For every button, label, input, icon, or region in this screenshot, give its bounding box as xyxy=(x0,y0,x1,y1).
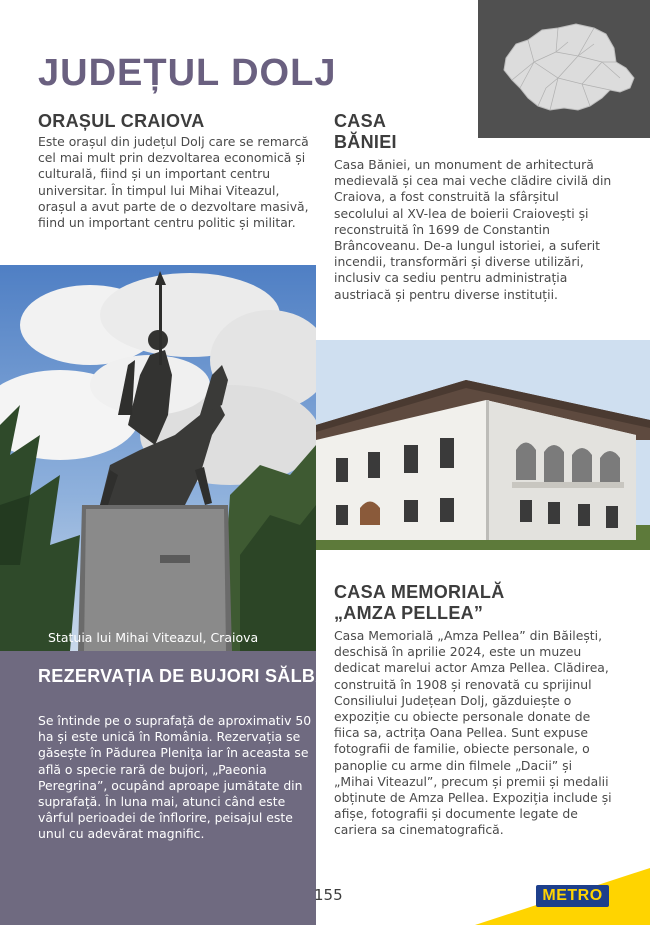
romania-map-icon xyxy=(498,22,638,118)
craiova-text: Este orașul din județul Dolj care se remarcă cel mai mult prin dezvoltarea economică și culturală, fiind și un important centru universitar. În timpul lui Mihai Viteazul, orașul a avut parte de o dezvoltare masivă, fiind un important centru politic și militar. xyxy=(38,134,309,231)
map-panel xyxy=(478,0,650,138)
page-title: JUDEȚUL DOLJ xyxy=(38,52,337,94)
bujori-heading: REZERVAȚIA DE BUJORI SĂLBATICI PLENIȚA xyxy=(38,666,447,686)
baniei-text: Casa Băniei, un monument de arhitectură medievală și cea mai veche clădire civilă din Craiova, a fost construită la sfârșitul secolului al XV-lea de boierii Craiovești și reconstruită în 1699 de Constantin Brâncoveanu. De-a lungul istoriei, a suferit incendii, transformări și diverse utilizări, inclusiv ca sediu pentru administrația austriacă și pentru diverse instituții. xyxy=(334,157,612,302)
page-number: 155 xyxy=(314,886,343,904)
bujori-text: Se întinde pe o suprafață de aproximativ 50 ha și este unică în România. Rezervația se găsește în Pădurea Plenița iar în aceasta se află o specie rară de bujori, „Paeonia Peregrina”, ocupând aproape jumătate din suprafață. În luna mai, atunci când este vârful perioadei de înflorire, peisajul este unul cu adevărat magnific. xyxy=(38,713,312,842)
amza-text: Casa Memorială „Amza Pellea” din Băilești, deschisă în aprilie 2024, este un muzeu dedicat marelui actor Amza Pellea. Clădirea, construită în 1908 și renovată cu sprijinul Consiliului Județean Dolj, găzduiește o expoziție cu obiecte personale donate de fiica sa, actrița Oana Pellea. Sunt expuse fotografii de familie, obiecte personale, o panoplie cu arme din filmele „Dacii” și „Mihai Viteazul”, precum și premii și medalii obținute de Amza Pellea. Expoziția include și afișe, fotografii și documente legate de cariera sa cinematografică. xyxy=(334,628,612,838)
casa-baniei-photo xyxy=(316,340,650,550)
craiova-heading: ORAȘUL CRAIOVA xyxy=(38,111,205,131)
statue-caption: Statuia lui Mihai Viteazul, Craiova xyxy=(48,630,259,645)
baniei-heading: CASA BĂNIEI xyxy=(334,111,397,152)
metro-logo: METRO xyxy=(536,885,609,907)
amza-heading: CASA MEMORIALĂ „AMZA PELLEA” xyxy=(334,582,505,623)
statue-photo xyxy=(0,265,316,651)
